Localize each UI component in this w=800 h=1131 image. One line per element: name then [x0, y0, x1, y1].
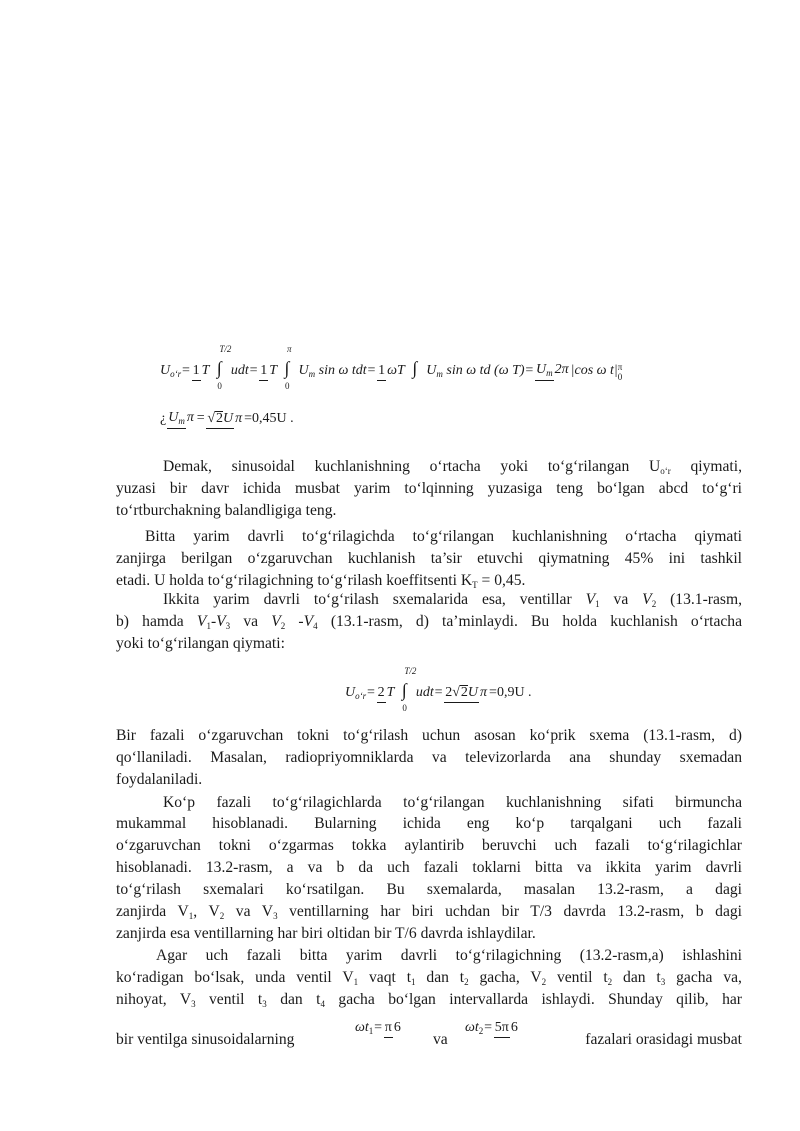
- paragraph-line: Ikkita yarim davrli to‘g‘rilash sxemalarida esa, ventillar $V_1$ va $V_2$ (13.1-rasm,: [163, 591, 742, 609]
- paragraph-line: yoki to‘g‘rilangan qiymati:: [116, 635, 285, 652]
- paragraph-line: ko‘radigan bo‘lsak, unda ventil $V_1$ vaqt $t_1$ dan $t_2$ gacha, $V_2$ ventil $t_2$ dan $t_3$ gacha va,: [116, 969, 742, 987]
- paragraph-line: fazalari orasidagi musbat: [585, 1031, 742, 1048]
- paragraph-line: Bir fazali o‘zgaruvchan tokni to‘g‘rilash uchun asosan ko‘prik sxema (13.1-rasm, d): [116, 727, 742, 744]
- paragraph-line: b) hamda $V_1-V_3$ va $V_2$ $-V_4$ (13.1-rasm, d) ta’minlaydi. Bu holda kuchlanish o‘rtacha: [116, 613, 743, 631]
- paragraph-line: mukammal hisoblanadi. Bularning ichida eng ko‘p tarqalgani uch fazali: [116, 815, 742, 832]
- paragraph-line: zanjirga berilgan o‘zgaruvchan kuchlanish ta’sir etuvchi qiymatning 45% ini tashkil: [116, 550, 742, 567]
- paragraph-line: bir ventilga sinusoidalarning: [116, 1031, 295, 1048]
- paragraph-line: to‘g‘rilash sxemalari ko‘rsatilgan. Bu sxemalarda, masalan 13.2-rasm, a dagi: [116, 881, 742, 898]
- paragraph-line-va: va: [433, 1031, 448, 1048]
- paragraph-line: foydalaniladi.: [116, 771, 203, 788]
- formula-full-wave-average: Uo‘r= 2 T ∫ T/2 0 udt= 2√2U π =0,9U .: [345, 666, 532, 713]
- paragraph-line: Agar uch fazali bitta yarim davrli to‘g‘rilagichning (13.2-rasm,a) ishlashini: [156, 947, 742, 964]
- paragraph-line: etadi. U holda to‘g‘rilagichning to‘g‘rilash koeffitsenti $K_T = 0,45$.: [116, 572, 526, 590]
- paragraph-line: zanjirda $V_1$, $V_2$ va $V_3$ ventillarning har biri uchdan bir T/3 davrda 13.2-rasm, b dagi: [116, 903, 742, 921]
- paragraph-line: hisoblanadi. 13.2-rasm, a va b da uch fazali toklarni bitta va ikkita yarim davrli: [116, 859, 742, 876]
- paragraph-line: qo‘llaniladi. Masalan, radiopriyomniklarda va televizorlarda ana shunday sxemadan: [116, 749, 742, 766]
- paragraph-line: yuzasi bir davr ichida musbat yarim to‘lqinning yuzasiga teng bo‘lgan abcd to‘g‘ri: [116, 480, 742, 497]
- paragraph-line: to‘rtburchakning balandligiga teng.: [116, 502, 337, 519]
- paragraph-line: Ko‘p fazali to‘g‘rilagichlarda to‘g‘rilangan kuchlanishning sifati birmuncha: [163, 794, 742, 811]
- formula-omega-t2: ωt2= 5π 6: [465, 1020, 518, 1037]
- paragraph-line: Bitta yarim davrli to‘g‘rilagichda to‘g‘rilangan kuchlanishning o‘rtacha qiymati: [145, 528, 742, 545]
- paragraph-line: o‘zgaruvchan tokni o‘zgarmas tokka aylantirib beruvchi uch fazali to‘g‘rilagichlar: [116, 837, 742, 854]
- formula-omega-t1: ωt1= π 6: [355, 1020, 401, 1037]
- paragraph-line: Demak, sinusoidal kuchlanishning o‘rtacha yoki to‘g‘rilangan $U_{o‘r}$ qiymati,: [163, 458, 742, 476]
- formula-average-voltage-result: ¿ Um π = √2U π =0,45U .: [160, 408, 294, 429]
- paragraph-line: nihoyat, $V_3$ ventil $t_3$ dan $t_4$ gacha bo‘lgan intervallarda ishlaydi. Shunday qilib, har: [116, 991, 742, 1009]
- paragraph-line: zanjirda esa ventillarning har biri oltidan bir T/6 davrda ishlaydilar.: [116, 925, 536, 942]
- formula-average-voltage: Uo‘r= 1 T ∫ T/2 0 udt= 1 T ∫ π 0 Um sin ω tdt= 1 ωT ∫ Um sin ω td (ω T)= Um 2π |cos ω t| π 0: [160, 344, 623, 391]
